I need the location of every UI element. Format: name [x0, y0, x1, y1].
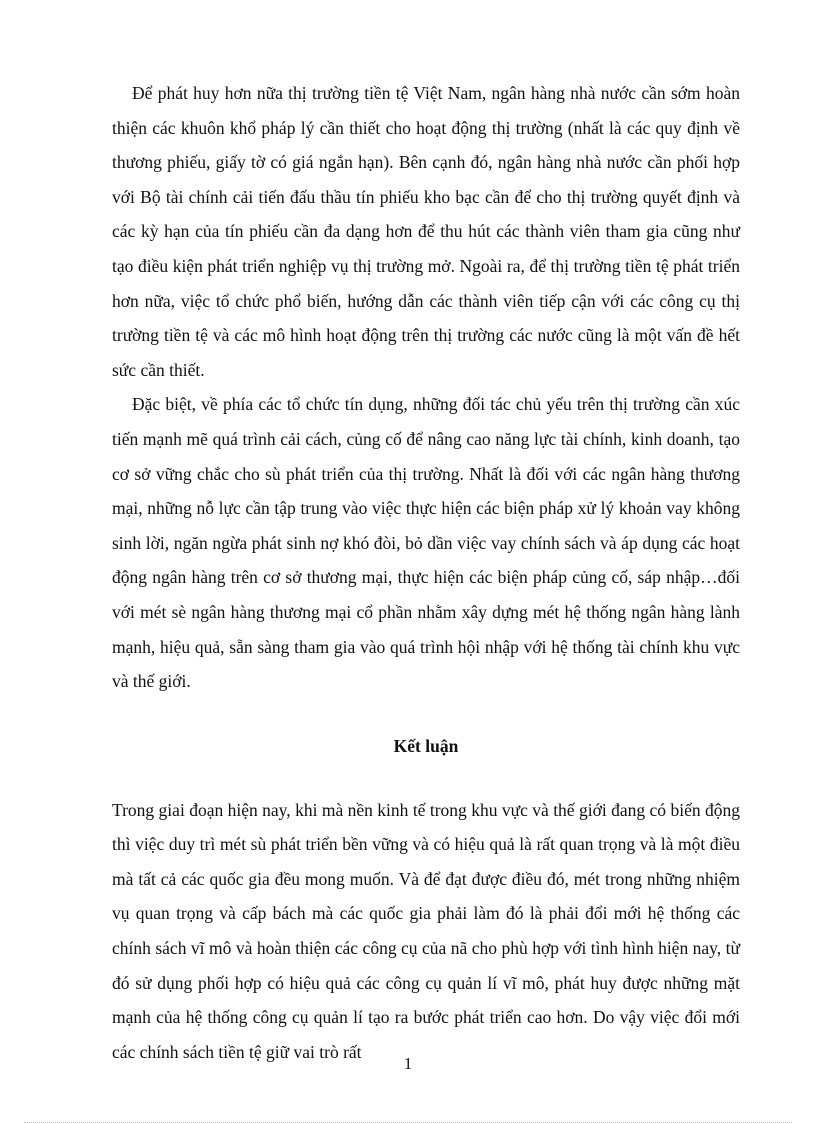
paragraph-money-market: Để phát huy hơn nữa thị trường tiền tệ Việt Nam, ngân hàng nhà nước cần sớm hoàn thiện các khuôn khổ pháp lý cần thiết cho hoạt động thị trường (nhất là các quy định về thương phiếu, giấy tờ có giá ngắn hạn). Bên cạnh đó, ngân hàng nhà nước cần phối hợp với Bộ tài chính cải tiến đấu thầu tín phiếu kho bạc cần để cho thị trường quyết định và các kỳ hạn của tín phiếu cần đa dạng hơn để thu hút các thành viên tham gia cũng như tạo điều kiện phát triển nghiệp vụ thị trường mở. Ngoài ra, để thị trường tiền tệ phát triển hơn nữa, việc tổ chức phổ biến, hướng dẫn các thành viên tiếp cận với các công cụ thị trường tiền tệ và các mô hình hoạt động trên thị trường các nước cũng là một vấn đề hết sức cần thiết. — [112, 83, 740, 380]
paragraph-credit-institutions: Đặc biệt, về phía các tổ chức tín dụng, những đối tác chủ yếu trên thị trường cần xúc tiến mạnh mẽ quá trình cải cách, củng cố để nâng cao năng lực tài chính, kinh doanh, tạo cơ sở vững chắc cho sù phát triển của thị trường. Nhất là đối với các ngân hàng thương mại, những nỗ lực cần tập trung vào việc thực hiện các biện pháp xử lý khoản vay không sinh lời, ngăn ngừa phát sinh nợ khó đòi, bỏ dần việc vay chính sách và áp dụng các hoạt động ngân hàng trên cơ sở thương mại, thực hiện các biện pháp củng cố, sáp nhập…đối với mét sè ngân hàng thương mại cổ phần nhằm xây dựng mét hệ thống ngân hàng lành mạnh, hiệu quả, sẵn sàng tham gia vào quá trình hội nhập với hệ thống tài chính khu vực và thế giới. — [112, 394, 740, 692]
document-body — [112, 76, 740, 1069]
page-number: 1 — [403, 1054, 413, 1073]
section-heading-conclusion: Kết luận — [393, 735, 459, 756]
paragraph-conclusion: Trong giai đoạn hiện nay, khi mà nền kinh tế trong khu vực và thế giới đang có biến động thì việc duy trì mét sù phát triển bền vững và có hiệu quả là rất quan trọng và là một điều mà tất cả các quốc gia đều mong muốn. Và để đạt được điều đó, mét trong những nhiệm vụ quan trọng và cấp bách mà các quốc gia phải làm đó là phải đổi mới hệ thống các chính sách vĩ mô và hoàn thiện các công cụ của nã cho phù hợp với tình hình hiện nay, từ đó sử dụng phối hợp có hiệu quả các công cụ quản lí vĩ mô, phát huy được những mặt mạnh của hệ thống công cụ quản lí tạo ra bước phát triển cao hơn. Do vậy việc đổi mới các chính sách tiền tệ giữ vai trò rất — [112, 799, 740, 1062]
